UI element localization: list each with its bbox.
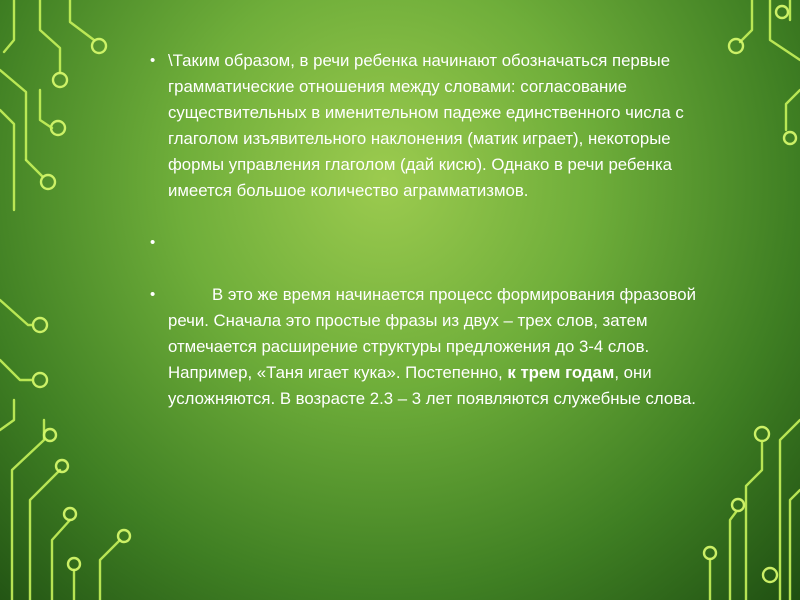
paragraph-text-3-end: , они усложняются. В возрасте 2.3 – 3 лет появляются служебные слова. xyxy=(168,363,696,408)
bullet-paragraph-1 xyxy=(152,48,727,204)
bullet-paragraph-2-empty xyxy=(152,230,727,256)
circuit-bottom-left xyxy=(0,300,130,600)
bullet-icon: • xyxy=(150,52,156,69)
paragraph-text-3-bold: к трем годам xyxy=(507,363,615,382)
bullet-paragraph-3 xyxy=(152,282,727,412)
slide-body xyxy=(152,48,727,438)
paragraph-text-1: \Таким образом, в речи ребенка начинают обозначаться первые грамматические отношения между словами: согласование существительных в именительном падеже единственного числа с глаголом изъявительного наклонения (матик играет), некоторые формы управления глаголом (дай кисю). Однако в речи ребенка имеется большое количество аграмматизмов. xyxy=(168,51,684,200)
circuit-top-left xyxy=(0,0,106,210)
bullet-icon: • xyxy=(150,286,156,303)
circuit-bottom-right xyxy=(704,420,800,600)
circuit-top-right xyxy=(729,0,800,144)
paragraph-text-3-start: В это же время начинается процесс формирования фразовой речи. Сначала это простые фразы из двух – трех слов, затем отмечается расширение структуры предложения до 3-4 слов. Например, «Таня игает кука». Постепенно, xyxy=(168,285,697,382)
bullet-icon: • xyxy=(150,234,156,251)
